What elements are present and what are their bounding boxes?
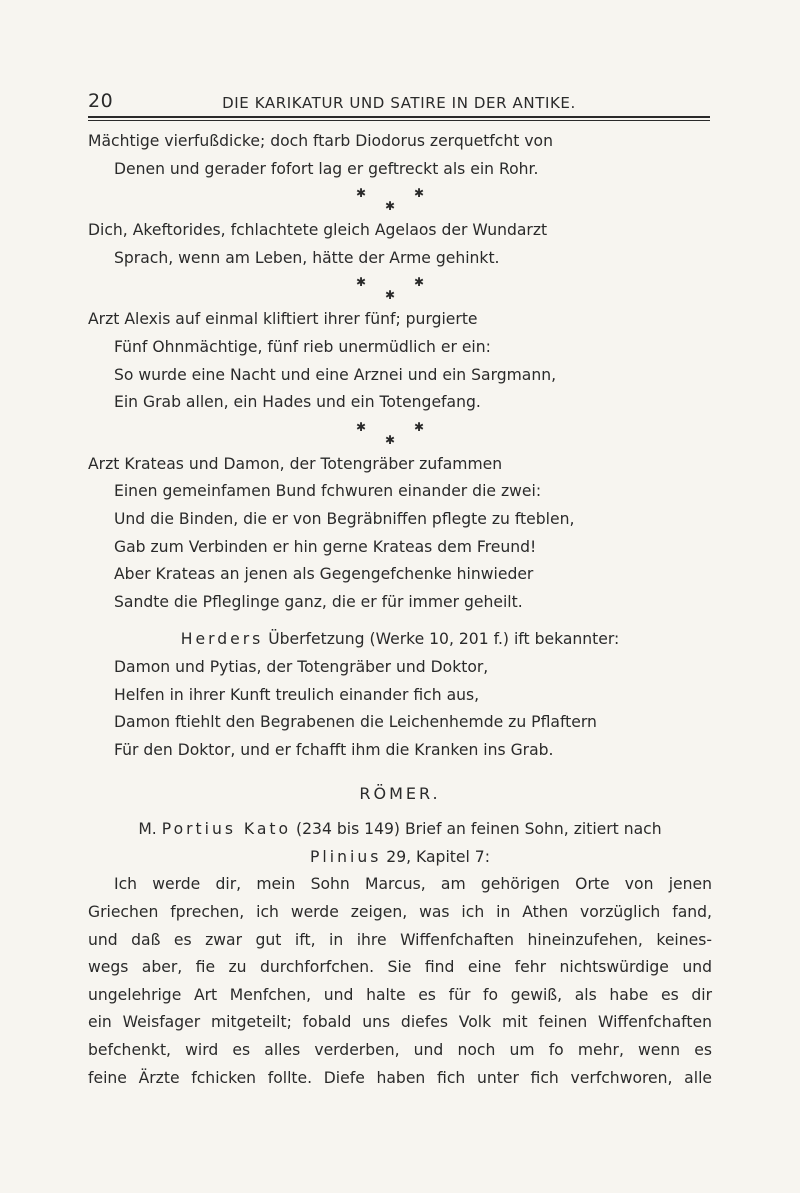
author-name: Portius Kato	[161, 820, 292, 839]
letter-paragraph	[88, 871, 712, 1092]
star-icon: ✱	[414, 419, 425, 434]
epigram-stanza-3	[88, 306, 712, 416]
epigram-stanza-2	[88, 217, 712, 272]
epigram-stanza-1	[88, 128, 712, 183]
asterism-2	[88, 272, 712, 306]
cato-intro-cont: Plinius 29, Kapitel 7:	[310, 847, 490, 866]
herder-intro	[88, 626, 712, 654]
epigram-stanza-4	[88, 451, 712, 617]
verse-line: Gab zum Verbinden er hin gerne Krateas dem Freund!	[114, 537, 537, 556]
verse-line: Einen gemeinfamen Bund fchwuren einander die zwei:	[114, 482, 542, 501]
star-icon: ✱	[356, 419, 367, 434]
verse-line: Dich, Akeftorides, fchlachtete gleich Agelaos der Wundarzt	[88, 221, 548, 240]
running-head: DIE KARIKATUR UND SATIRE IN DER ANTIKE.	[222, 94, 576, 112]
verse-line: Denen und gerader fofort lag er geftreckt als ein Rohr.	[114, 159, 539, 178]
star-icon: ✱	[385, 199, 396, 214]
verse-line: Damon und Pytias, der Totengräber und Doktor,	[114, 657, 489, 676]
prose-line: feine Ärzte fchicken follte. Diefe haben fich unter fich verfchworen, alle	[88, 1068, 712, 1087]
verse-line: Sprach, wenn am Leben, hätte der Arme gehinkt.	[114, 248, 500, 267]
verse-line: Damon ftiehlt den Begrabenen die Leichenhemde zu Pflaftern	[114, 713, 597, 732]
star-icon: ✱	[385, 288, 396, 303]
prose-line: und daß es zwar gut ift, in ihre Wiffenfchaften hineinzufehen, keines-	[88, 930, 712, 949]
herder-intro-text: Überfetzung (Werke 10, 201 f.) ift bekannter:	[263, 630, 620, 649]
verse-line: Sandte die Pfleglinge ganz, die er für immer geheilt.	[114, 592, 523, 611]
star-icon: ✱	[356, 186, 367, 201]
asterism-3	[88, 417, 712, 451]
star-icon: ✱	[356, 275, 367, 290]
author-name: Plinius	[310, 847, 382, 866]
header-rule-thin	[88, 120, 710, 121]
verse-line: Aber Krateas an jenen als Gegengefchenke hinwieder	[114, 565, 534, 584]
page-body	[88, 128, 712, 1092]
prose-line: befchenkt, wird es alles verderben, und noch um fo mehr, wenn es	[88, 1041, 712, 1060]
verse-line: So wurde eine Nacht und eine Arznei und ein Sargmann,	[114, 365, 557, 384]
prose-line: Ich werde dir, mein Sohn Marcus, am gehörigen Orte von jenen	[114, 875, 712, 894]
prose-line: wegs aber, fie zu durchforfchen. Sie find eine fehr nichtswürdige und	[88, 958, 712, 977]
herder-stanza	[88, 654, 712, 764]
prose-line: ungelehrige Art Menfchen, und halte es für fo gewiß, als habe es dir	[88, 985, 712, 1004]
prose-line: Griechen fprechen, ich werde zeigen, was ich in Athen vorzüglich fand,	[88, 903, 712, 922]
asterism-1	[88, 183, 712, 217]
star-icon: ✱	[385, 432, 396, 447]
verse-line: Arzt Krateas und Damon, der Totengräber zufammen	[88, 454, 503, 473]
prose-line: ein Weisfager mitgeteilt; fobald uns diefes Volk mit feinen Wiffenfchaften	[88, 1013, 712, 1032]
star-icon: ✱	[414, 186, 425, 201]
header-rule	[88, 116, 710, 118]
section-heading: RÖMER.	[359, 784, 441, 804]
verse-line: Mächtige vierfußdicke; doch ftarb Diodorus zerquetfcht von	[88, 132, 553, 150]
verse-line: Ein Grab allen, ein Hades und ein Totengefang.	[114, 393, 481, 412]
verse-line: Und die Binden, die er von Begräbniffen pflegte zu fteblen,	[114, 509, 575, 528]
star-icon: ✱	[414, 275, 425, 290]
cato-intro: M. Portius Kato (234 bis 149) Brief an feinen Sohn, zitiert nach	[138, 820, 662, 839]
page-number: 20	[88, 90, 114, 112]
verse-line: Helfen in ihrer Kunft treulich einander fich aus,	[114, 685, 480, 704]
verse-line: Fünf Ohnmächtige, fünf rieb unermüdlich er ein:	[114, 337, 491, 356]
page-header	[88, 84, 710, 114]
verse-line: Arzt Alexis auf einmal kliftiert ihrer fünf; purgierte	[88, 310, 478, 329]
verse-line: Für den Doktor, und er fchafft ihm die Kranken ins Grab.	[114, 740, 554, 759]
author-name: Herders	[180, 630, 264, 649]
